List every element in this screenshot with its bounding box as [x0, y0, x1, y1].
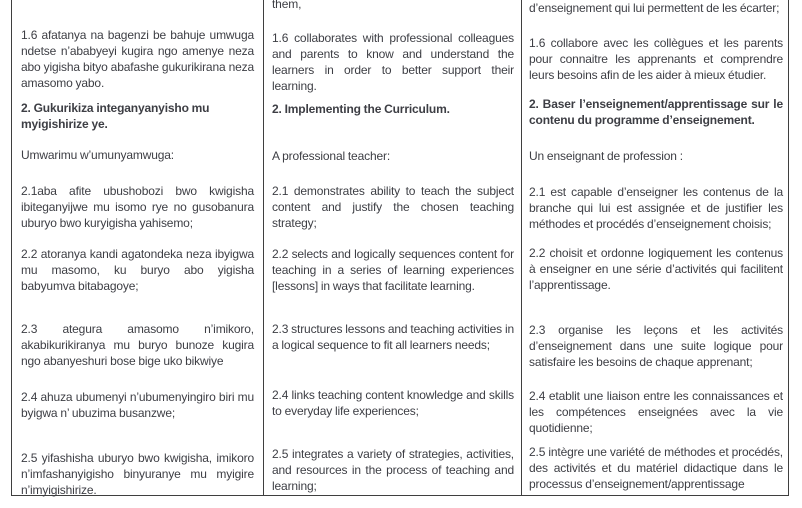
kinyarwanda-item-2-5: 2.5 yifashisha uburyo bwo kwigisha, imikoro n’imfashanyigisho binyuranye mu myigire n’imyigishirize.	[21, 451, 254, 497]
english-item-2-3: 2.3 structures lessons and teaching activities in a logical sequence to fit all learners needs;	[272, 322, 514, 352]
kinyarwanda-heading-2: 2. Gukurikiza integanyanyisho mu myigishirize ye.	[21, 101, 210, 131]
french-item-2-2: 2.2 choisit et ordonne logiquement les contenus à enseigner en une série d’activités qui facilitent l’apprentissage.	[529, 246, 783, 292]
english-item-2-4: 2.4 links teaching content knowledge and skills to everyday life experiences;	[272, 388, 514, 418]
french-item-2-1: 2.1 est capable d’enseigner les contenus de la branche qui lui est assignée et de justifier les méthodes et procédés d’enseignement choisis;	[529, 185, 783, 231]
french-item-2-3: 2.3 organise les leçons et les activités d’enseignement dans une suite logique pour satisfaire les besoins de chaque apprenant;	[529, 323, 783, 369]
column-kinyarwanda	[12, 0, 264, 495]
french-item-1-6: 1.6 collabore avec les collègues et les parents pour connaitre les apprenants et comprendre leurs besoins afin de les aider à mieux étudier.	[529, 36, 783, 82]
english-item-2-1: 2.1 demonstrates ability to teach the subject content and justify the chosen teaching strategy;	[272, 184, 514, 230]
kinyarwanda-item-2-2: 2.2 atoranya kandi agatondeka neza ibyigwa mu masomo, ku buryo abo yigisha babyumva bitabagoye;	[21, 247, 254, 293]
teacher-standards-table	[11, 0, 789, 496]
kinyarwanda-intro-line: Umwarimu w’umunyamwuga:	[21, 148, 174, 162]
english-item-2-2: 2.2 selects and logically sequences content for teaching in a series of learning experiences [lessons] in ways that facilitate learning.	[272, 247, 514, 293]
french-item-2-5: 2.5 intègre une variété de méthodes et procédés, des activités et du matériel didactique dans le processus d’enseignement/apprentissage	[529, 445, 783, 491]
french-intro-line: Un enseignant de profession :	[529, 149, 683, 163]
french-item-1-5-fragment: d’enseignement qui lui permettent de les écarter;	[529, 1, 780, 15]
english-intro-line: A professional teacher:	[272, 149, 391, 163]
english-item-2-5: 2.5 integrates a variety of strategies, activities, and resources in the process of teaching and learning;	[272, 447, 514, 493]
english-heading-2: 2. Implementing the Curriculum.	[272, 102, 450, 116]
kinyarwanda-item-2-1: 2.1aba afite ubushobozi bwo kwigisha ibiteganyijwe mu isomo rye no gusobanura uburyo bwo kuryigisha yahisemo;	[21, 184, 254, 230]
column-english	[264, 0, 522, 495]
french-heading-2: 2. Baser l’enseignement/apprentissage sur le contenu du programme d’enseignement.	[529, 97, 783, 127]
english-item-1-5-fragment: them,	[272, 0, 302, 11]
kinyarwanda-item-2-3: 2.3 ategura amasomo n’imikoro, akabikurikiranya mu buryo bunoze kugira ngo abanyeshuri bose bige uko bikwiye	[21, 322, 254, 368]
kinyarwanda-item-1-6: 1.6 afatanya na bagenzi be bahuje umwuga ndetse n’ababyeyi kugira ngo amenye neza abo yigisha bityo abafashe gukurikirana neza amasomo yabo.	[21, 28, 254, 90]
french-item-2-4: 2.4 etablit une liaison entre les connaissances et les compétences enseignées avec la vie quotidienne;	[529, 389, 783, 435]
kinyarwanda-item-2-4: 2.4 ahuza ubumenyi n’ubumenyingiro biri mu byigwa n’ ubuzima busanzwe;	[21, 390, 254, 420]
english-item-1-6: 1.6 collaborates with professional colleagues and parents to know and understand the learners in order to better support their learning.	[272, 31, 514, 93]
column-french	[522, 0, 788, 495]
